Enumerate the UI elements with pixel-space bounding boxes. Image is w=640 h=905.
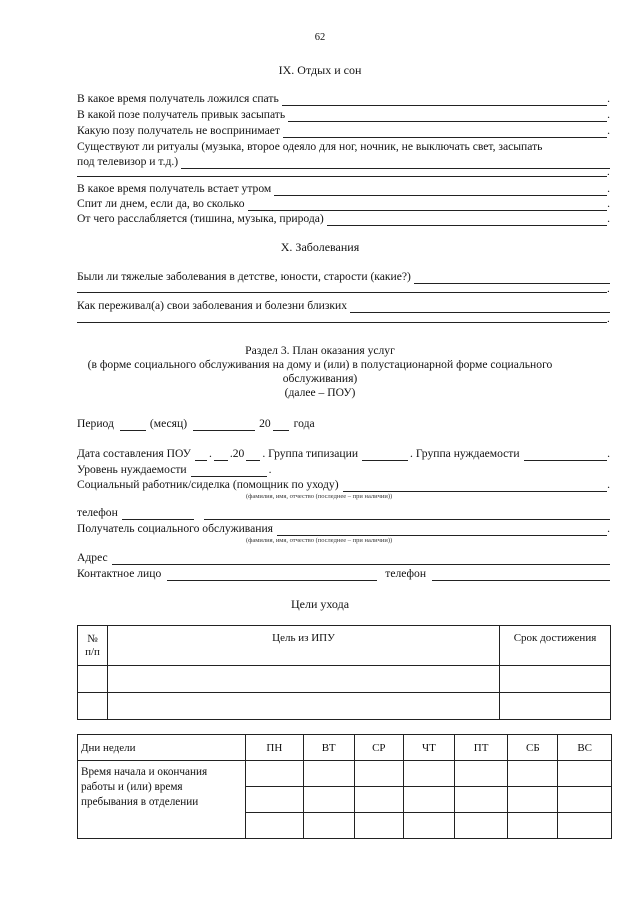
- group-need-field[interactable]: [524, 449, 608, 461]
- schedule-table: [77, 734, 612, 839]
- contact-phone-field[interactable]: [432, 569, 610, 581]
- address-line: Адрес: [77, 551, 610, 565]
- field-label: От чего расслабляется (тишина, музыка, природа): [77, 212, 324, 225]
- month-field[interactable]: [193, 419, 255, 431]
- section-3-subtitle: (в форме социального обслуживания на дому и (или) в полустационарной форме социального: [87, 358, 553, 371]
- field-label: Существуют ли ритуалы (музыка, второе одеяло для ног, ночник, не выключать свет, засыпать: [77, 140, 543, 153]
- fill-line[interactable]: [181, 157, 610, 169]
- form-line: [77, 155, 610, 169]
- section-ix-title: IX. Отдых и сон: [278, 63, 362, 77]
- social-worker-line: Социальный работник/сиделка (помощник по уходу) .: [77, 478, 610, 491]
- day-header: ЧТ: [404, 735, 455, 761]
- section-3-abbrev: (далее – ПОУ): [284, 386, 356, 399]
- recipient-line: Получатель социального обслуживания .: [77, 522, 610, 535]
- phone-field[interactable]: [122, 508, 194, 520]
- document-page: 62 IX. Отдых и сон В какое время получатель ложился спать . В какой позе получатель привык засыпать . Какую позу получатель не воспринимает . Существуют ли ритуалы (музыка, второе одеяло для ног, ночник, не выключать свет, засыпать под телевизор и т.д.) . В какое время получатель встает утром . Спит ли днем, если да, во сколько . От чего расслабляется (тишина, музыка, природа) . X. Заболевания Были ли тяжелые заболевания в детстве, юности, старости (какие?) . Как переживал(а) свои заболевания и болезни близких . Раздел 3. План оказания услуг (в форме социального обслуживания на дому и (или) в полустационарной форме социального обслуживания) (далее – ПОУ) Период (месяц) 20 года Дата составления ПОУ . .20 . Группа типизации . Группа нуждаемости . Уровень нуждаемости . Социальный работник/сиделка (помощник по уходу) . (фамилия, имя, отчество (последнее – при наличии)) телефон Получатель социального обслуживания . (фамилия, имя, отчество (последнее – при наличии)) Адрес Контактное лицо телефон Цели ухода № п/п Цель из ИПУ Срок достижения Дни недели ПН ВТ СР ЧТ ПТ СБ ВС Время начала и окончания работы и (или) время пребывания в отделении: [0, 0, 640, 905]
- fill-line[interactable]: [283, 126, 607, 138]
- fill-line[interactable]: [282, 94, 607, 106]
- group-typing-field[interactable]: [362, 449, 408, 461]
- table-row: [78, 693, 611, 720]
- date-line: Дата составления ПОУ . .20 . Группа типизации . Группа нуждаемости .: [77, 447, 610, 460]
- fill-line[interactable]: [414, 272, 610, 284]
- fio-caption: (фамилия, имя, отчество (последнее – при наличии)): [246, 537, 393, 544]
- field-label: Были ли тяжелые заболевания в детстве, юности, старости (какие?): [77, 270, 411, 283]
- need-level-line: Уровень нуждаемости .: [77, 463, 272, 476]
- need-level-field[interactable]: [191, 465, 267, 477]
- schedule-row-label: Время начала и окончания работы и (или) время пребывания в отделении: [78, 761, 246, 839]
- day-header: ПТ: [454, 735, 508, 761]
- table-row: [78, 666, 611, 693]
- field-label: В какое время получатель встает утром: [77, 182, 272, 195]
- fill-line[interactable]: [288, 110, 607, 122]
- days-header: Дни недели: [78, 735, 246, 761]
- col-num-header: № п/п: [78, 626, 108, 666]
- blank-rule[interactable]: [77, 176, 607, 177]
- section-x-title: X. Заболевания: [280, 240, 360, 254]
- year-field[interactable]: [273, 419, 289, 431]
- form-line: В какое время получатель ложился спать .: [77, 92, 610, 105]
- form-line: От чего расслабляется (тишина, музыка, природа) .: [77, 212, 610, 225]
- period-line: Период (месяц) 20 года: [77, 417, 315, 430]
- month-num-field[interactable]: [214, 449, 228, 461]
- field-label: Как переживал(а) свои заболевания и болезни близких: [77, 299, 348, 312]
- goals-table: [77, 625, 611, 720]
- form-line: [77, 299, 610, 313]
- year-num-field[interactable]: [246, 449, 260, 461]
- phone-field-ext[interactable]: [204, 508, 610, 520]
- form-line: Какую позу получатель не воспринимает .: [77, 124, 610, 137]
- fill-line[interactable]: [248, 199, 608, 211]
- day-header: СБ: [508, 735, 558, 761]
- fio-caption: (фамилия, имя, отчество (последнее – при наличии)): [246, 493, 393, 500]
- fill-line[interactable]: [350, 301, 610, 313]
- social-worker-field[interactable]: [343, 480, 608, 492]
- recipient-field[interactable]: [277, 524, 607, 536]
- field-label: В какое время получатель ложился спать: [77, 92, 279, 105]
- fill-line[interactable]: [327, 214, 607, 226]
- col-goal-header: Цель из ИПУ: [108, 626, 500, 666]
- form-line: В какое время получатель встает утром .: [77, 182, 610, 195]
- section-3-subtitle: обслуживания): [282, 372, 358, 385]
- day-header: СР: [354, 735, 403, 761]
- contact-line: Контактное лицо телефон: [77, 567, 610, 581]
- field-label: Спит ли днем, если да, во сколько: [77, 197, 245, 210]
- form-line: [77, 270, 610, 284]
- period-field[interactable]: [120, 419, 146, 431]
- address-field[interactable]: [112, 553, 610, 565]
- day-header: ВТ: [303, 735, 354, 761]
- day-header: ПН: [246, 735, 304, 761]
- day-header: ВС: [558, 735, 612, 761]
- fill-line[interactable]: [274, 184, 607, 196]
- page-number: 62: [314, 32, 326, 43]
- form-line: [77, 140, 610, 154]
- blank-rule[interactable]: [77, 322, 607, 323]
- phone-line: телефон: [77, 506, 610, 520]
- field-label: Какую позу получатель не воспринимает: [77, 124, 280, 137]
- form-line: В какой позе получатель привык засыпать .: [77, 108, 610, 121]
- field-label: В какой позе получатель привык засыпать: [77, 108, 286, 121]
- field-label: под телевизор и т.д.): [77, 155, 179, 168]
- contact-field[interactable]: [167, 569, 377, 581]
- goals-title: Цели ухода: [290, 597, 350, 611]
- form-line: Спит ли днем, если да, во сколько .: [77, 197, 610, 210]
- col-term-header: Срок достижения: [500, 626, 611, 666]
- day-field[interactable]: [195, 449, 207, 461]
- blank-rule[interactable]: [77, 292, 607, 293]
- section-3-title: Раздел 3. План оказания услуг: [245, 344, 395, 357]
